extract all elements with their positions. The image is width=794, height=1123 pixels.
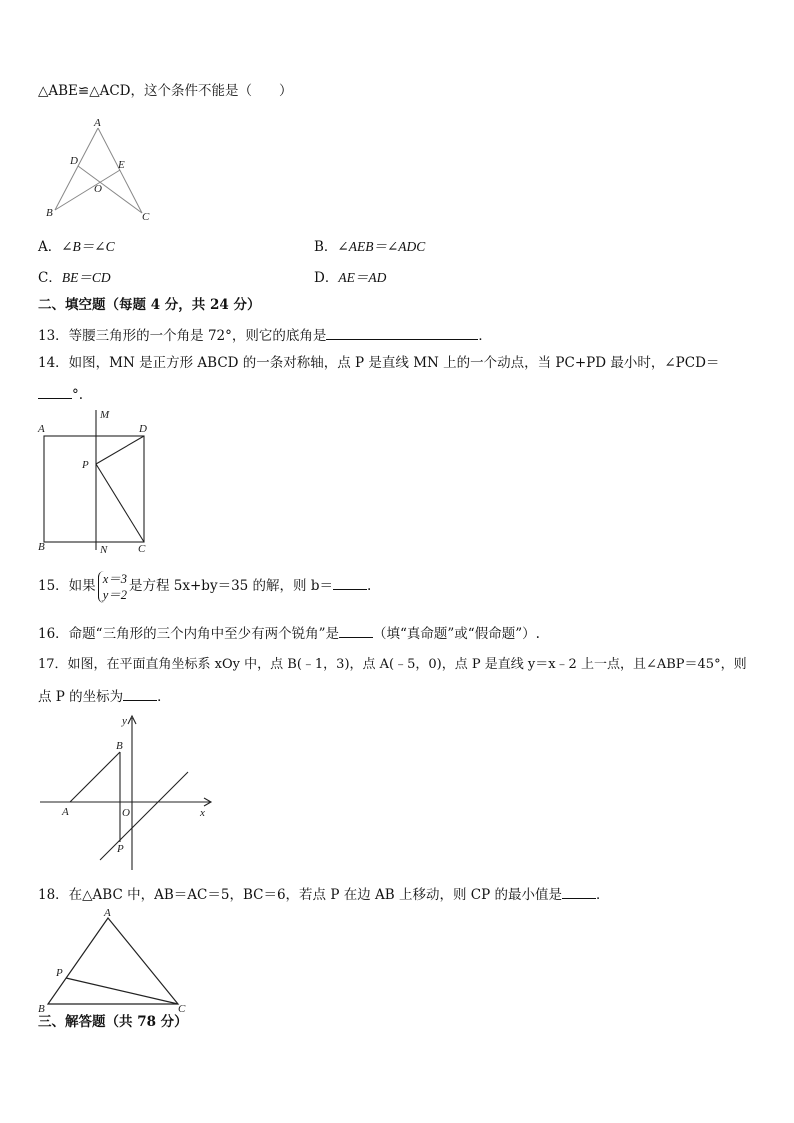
q15: 15．如果 x＝3 y＝2是方程 5x+by＝35 的解，则 b＝ . [38,571,372,602]
q12-stem: △ABE≌△ACD，这个条件不能是（ ） [38,83,293,99]
q13: 13．等腰三角形的一个角是 72°，则它的底角是 ． [38,325,492,345]
q17-figure [40,712,220,877]
q14-label-b: B [38,541,45,553]
q18-label-c: C [178,1003,186,1015]
section-2-heading: 二、填空题（每题 4 分，共 24 分） [38,297,261,313]
q18-label-b: B [38,1003,45,1015]
q17-label-a: A [62,806,69,818]
q14-line2: °. [38,384,83,404]
q17-label-b: B [116,740,123,752]
q14-label-a: A [38,423,45,435]
q18-answer-blank[interactable] [562,884,596,899]
q14-label-d: D [139,423,147,435]
q16-answer-blank[interactable] [339,623,373,638]
q12-label-b: B [46,207,53,219]
q14-line1: 14．如图，MN 是正方形 ABCD 的一条对称轴，点 P 是直线 MN 上的一个动点，当 PC+PD 最小时，∠PCD＝ [38,355,720,371]
q14-label-p: P [82,459,89,471]
q17-label-o: O [122,807,130,819]
q15-equation-system: x＝3 y＝2 [98,571,127,603]
q18-label-a: A [104,907,111,919]
section-3-heading: 三、解答题（共 78 分） [38,1014,188,1030]
q17-label-x: x [200,807,205,819]
q12-figure [40,118,160,223]
q16: 16．命题“三角形的三个内角中至少有两个锐角”是 （填“真命题”或“假命题”）. [38,623,540,643]
q12-option-d: D．AE＝AD [314,270,387,286]
q17-line2: 点 P 的坐标为 ． [38,686,171,706]
q15-answer-blank[interactable] [333,575,367,590]
q12-option-a: A．∠B＝∠C [38,239,115,255]
q17-label-p: P [117,843,124,855]
q12-label-e: E [118,159,125,171]
q18-label-p: P [56,967,63,979]
q18: 18．在△ABC 中，AB＝AC＝5，BC＝6，若点 P 在边 AB 上移动，则 CP 的最小值是 ． [38,884,609,904]
q12-label-a: A [94,117,101,129]
q14-label-c: C [138,543,146,555]
q14-figure [36,408,156,556]
q18-figure [38,906,198,1014]
q13-answer-blank[interactable] [326,325,478,340]
q17-answer-blank[interactable] [123,686,157,701]
q12-option-b: B．∠AEB＝∠ADC [314,239,426,255]
q12-label-c: C [142,211,150,223]
q17-line1: 17．如图，在平面直角坐标系 xOy 中，点 B(﹣1，3)，点 A(﹣5，0)，点 P 是直线 y＝x﹣2 上一点，且∠ABP＝45°，则 [38,657,747,672]
q14-answer-blank[interactable] [38,384,72,399]
q12-option-c: C．BE＝CD [38,270,111,286]
q14-label-m: M [100,409,110,421]
q12-label-d: D [70,155,78,167]
q17-label-y: y [122,715,127,727]
q14-label-n: N [100,544,108,556]
q12-label-o: O [94,183,102,195]
